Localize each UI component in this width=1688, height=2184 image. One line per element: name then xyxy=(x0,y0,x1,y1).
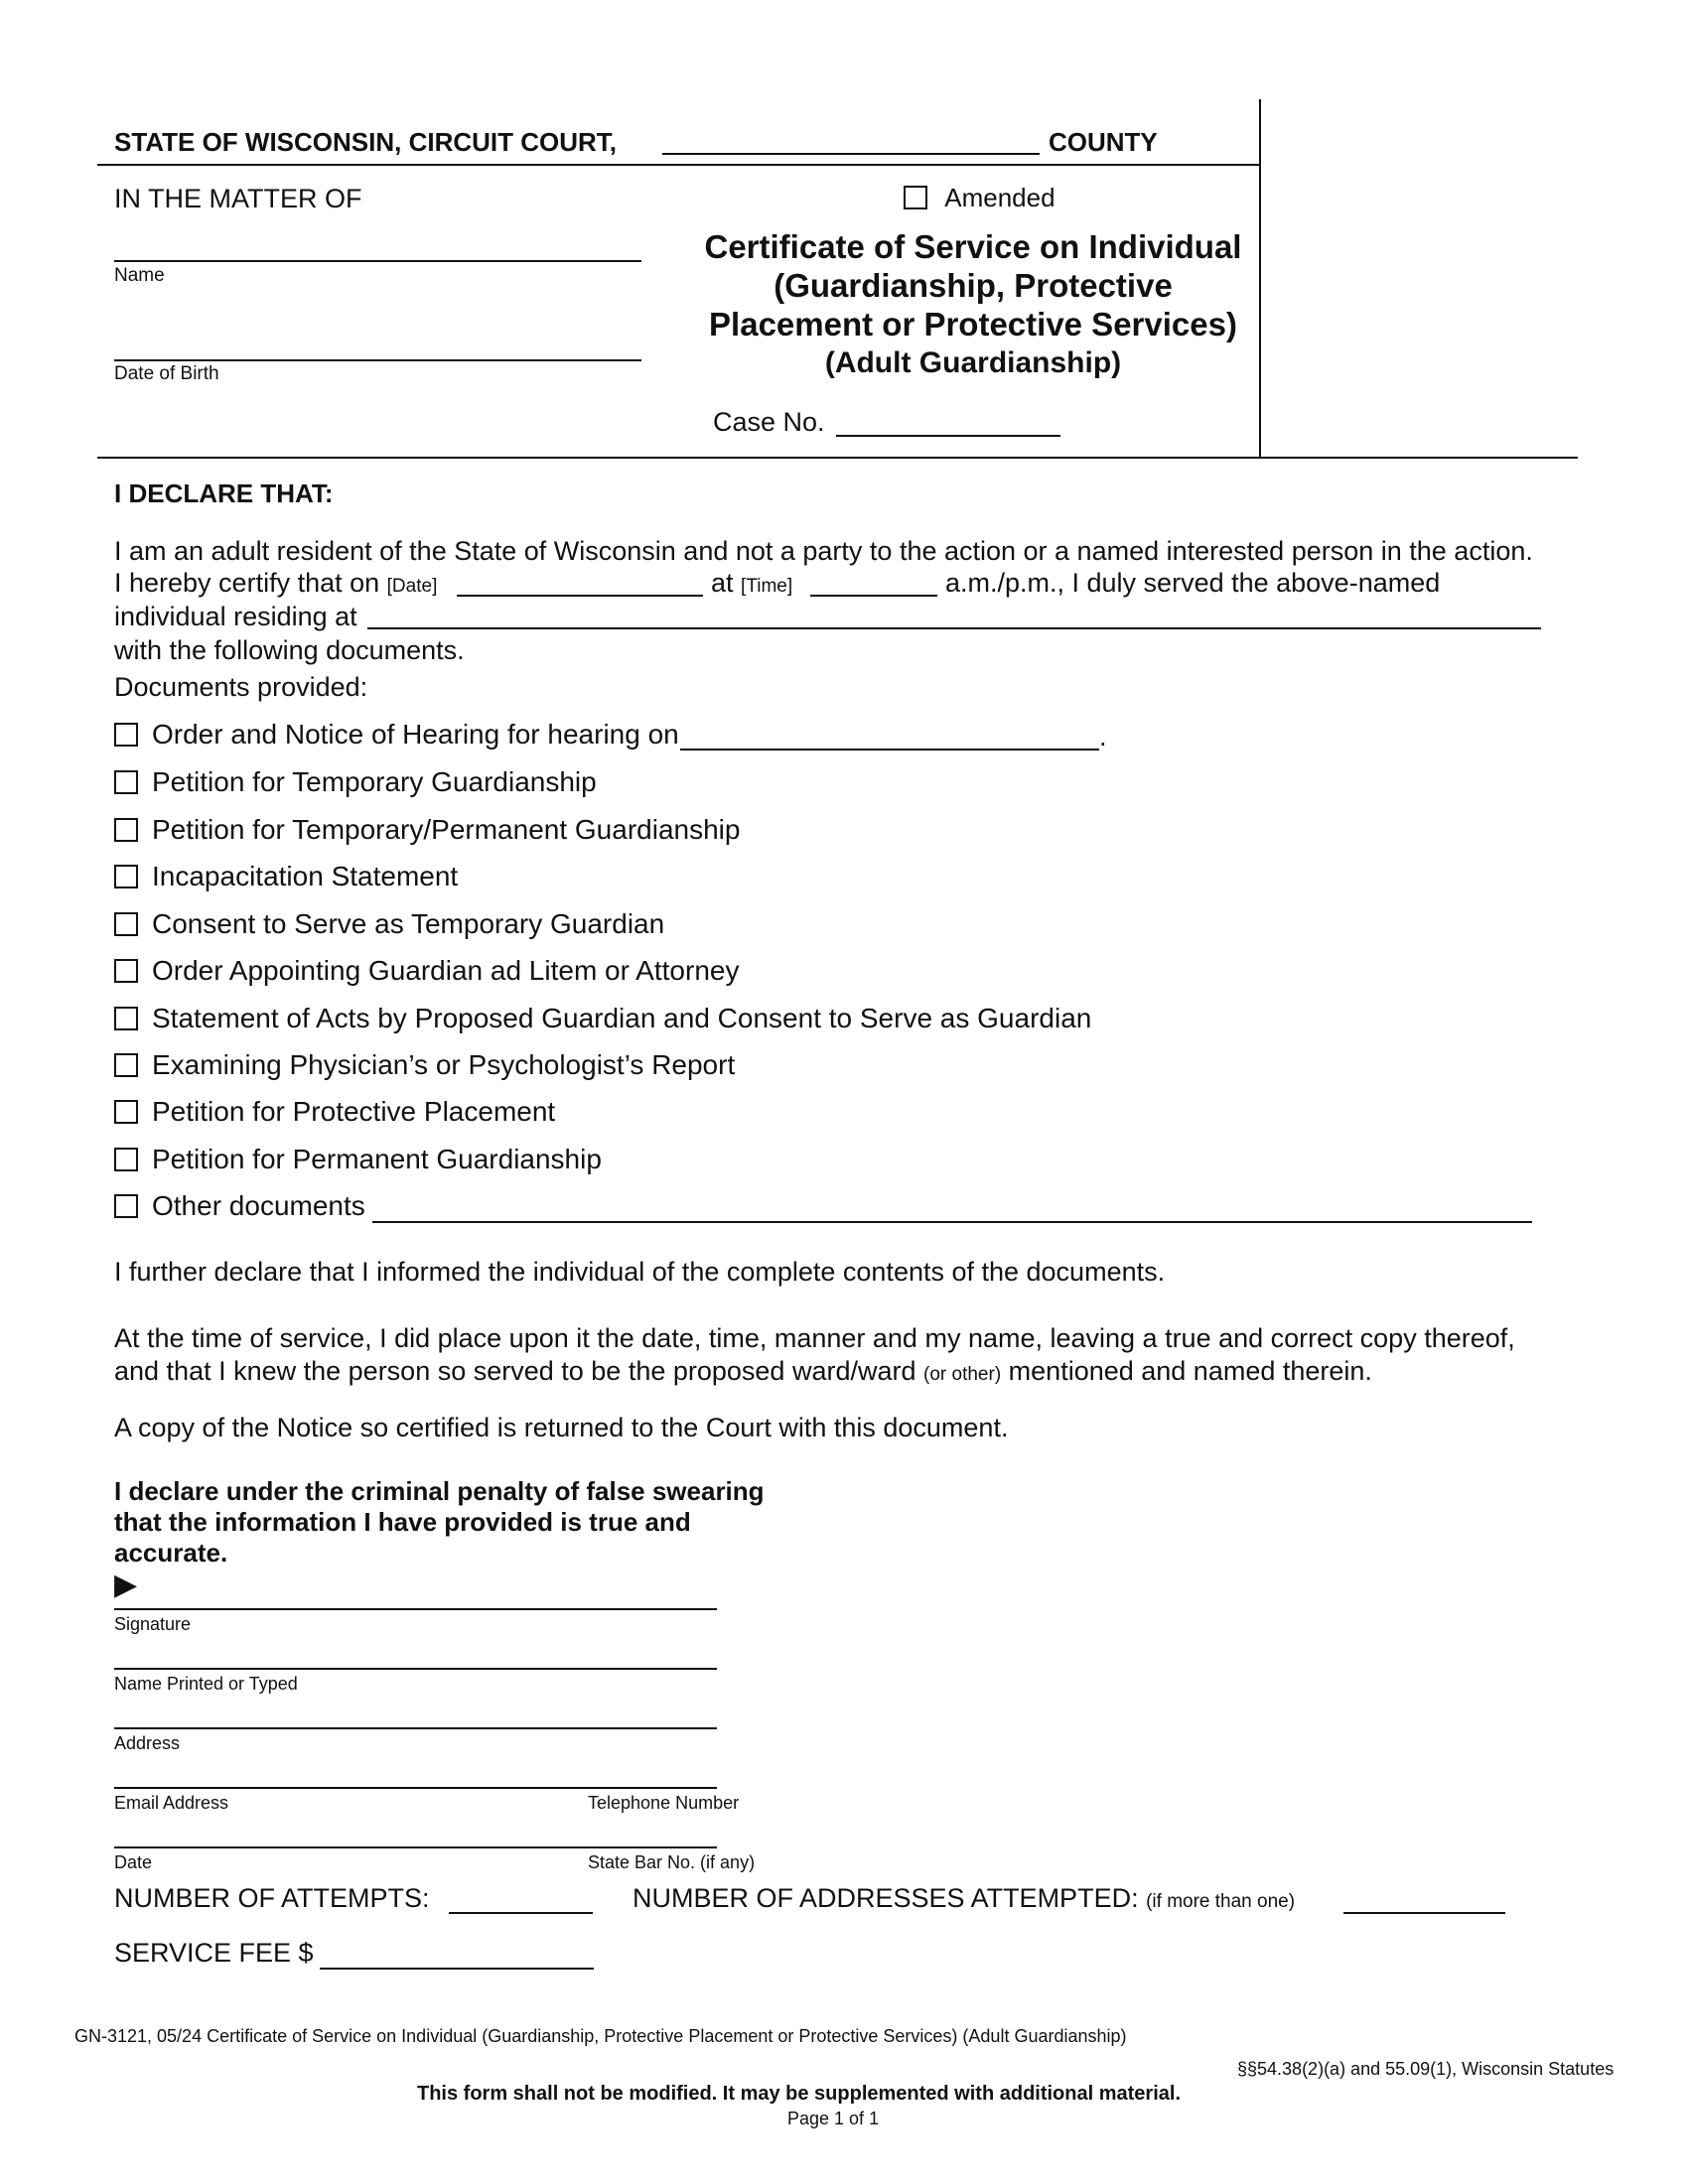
hearing-period: . xyxy=(1099,722,1107,751)
service-line-2b: mentioned and named therein. xyxy=(1008,1356,1372,1386)
service-line-2a: and that I knew the person so served to be the proposed ward/ward xyxy=(114,1356,916,1386)
amended-checkbox[interactable] xyxy=(904,186,927,209)
document-label: Incapacitation Statement xyxy=(152,861,459,891)
case-no-field[interactable] xyxy=(836,435,1060,437)
date-label: Date xyxy=(114,1852,153,1872)
document-item-temp-perm-guardianship[interactable] xyxy=(114,814,740,846)
name-field[interactable] xyxy=(114,260,641,262)
document-label: Consent to Serve as Temporary Guardian xyxy=(152,908,665,939)
title-line-4: (Adult Guardianship) xyxy=(824,346,1122,379)
addresses-attempted xyxy=(633,1883,1295,1914)
service-statement-line-2 xyxy=(114,1356,1372,1387)
title-line-2: (Guardianship, Protective xyxy=(774,267,1173,304)
document-checkbox[interactable] xyxy=(114,1007,138,1030)
court-heading xyxy=(114,127,617,158)
document-item-physician-report[interactable] xyxy=(114,1049,735,1081)
form-id: GN-3121, 05/24 Certificate of Service on Individual (Guardianship, Protective Placement or Protective Services) (Adult Guardianship) xyxy=(74,2026,1127,2046)
with-documents: with the following documents. xyxy=(114,635,465,665)
email-label: Email Address xyxy=(114,1793,229,1813)
name-printed-field[interactable] xyxy=(114,1668,717,1670)
document-checkbox[interactable] xyxy=(114,912,138,936)
attempts-field[interactable] xyxy=(449,1912,593,1914)
in-the-matter-of: IN THE MATTER OF xyxy=(114,184,362,213)
certify-at xyxy=(711,568,792,599)
document-item-statement-of-acts[interactable] xyxy=(114,1003,1091,1034)
signature-label: Signature xyxy=(114,1614,192,1634)
penalty-statement xyxy=(114,1476,765,1569)
residing-address-field[interactable] xyxy=(367,627,1541,629)
document-label: Petition for Protective Placement xyxy=(152,1096,556,1127)
amended-label: Amended xyxy=(944,183,1055,212)
document-item-protective-placement[interactable] xyxy=(114,1096,555,1128)
document-label: Order and Notice of Hearing for hearing on xyxy=(152,719,679,750)
date-bar-field[interactable] xyxy=(114,1846,717,1848)
service-statement-line-1: At the time of service, I did place upon it the date, time, manner and my name, leaving a true and correct copy thereof, xyxy=(114,1323,1515,1353)
document-checkbox[interactable] xyxy=(114,1148,138,1171)
addresses-field[interactable] xyxy=(1343,1912,1505,1914)
county-label: COUNTY xyxy=(1049,127,1158,157)
dob-field[interactable] xyxy=(114,359,641,361)
county-field[interactable] xyxy=(662,153,1040,155)
document-checkbox[interactable] xyxy=(114,1194,138,1218)
service-time-field[interactable] xyxy=(810,595,937,597)
document-label: Petition for Permanent Guardianship xyxy=(152,1144,602,1174)
document-label: Statement of Acts by Proposed Guardian and Consent to Serve as Guardian xyxy=(152,1003,1092,1033)
title-line-3: Placement or Protective Services) xyxy=(709,306,1237,342)
if-more-hint: (if more than one) xyxy=(1146,1891,1296,1912)
phone-label: Telephone Number xyxy=(588,1793,740,1813)
document-checkbox[interactable] xyxy=(114,1100,138,1124)
email-phone-field[interactable] xyxy=(114,1787,717,1789)
date-hint: [Date] xyxy=(386,576,438,597)
declaration-para-line-1: I am an adult resident of the State of Wisconsin and not a party to the action or a named interested person in the action. xyxy=(114,536,1533,566)
attempts-label: NUMBER OF ATTEMPTS: xyxy=(114,1883,430,1913)
document-label: Order Appointing Guardian ad Litem or Attorney xyxy=(152,955,740,986)
name-printed-label: Name Printed or Typed xyxy=(114,1674,298,1694)
penalty-line-2: that the information I have provided is true and xyxy=(114,1507,691,1537)
document-checkbox[interactable] xyxy=(114,959,138,983)
header-rule-bottom xyxy=(97,457,1578,459)
document-item-order-gal[interactable] xyxy=(114,955,739,987)
document-item-temp-guardianship[interactable] xyxy=(114,766,597,798)
penalty-line-3: accurate. xyxy=(114,1538,228,1568)
document-label: Petition for Temporary/Permanent Guardianship xyxy=(152,814,741,845)
title-line-1: Certificate of Service on Individual xyxy=(704,228,1242,265)
certify-prefix: I hereby certify that on xyxy=(114,568,380,598)
bar-no-label: State Bar No. (if any) xyxy=(588,1852,756,1872)
documents-provided: Documents provided: xyxy=(114,672,368,702)
case-no-label: Case No. xyxy=(713,407,825,437)
certify-line xyxy=(114,568,437,599)
court-prefix: STATE OF WISCONSIN, CIRCUIT COURT, xyxy=(114,127,618,157)
hearing-date-field[interactable] xyxy=(680,749,1099,751)
service-fee-field[interactable] xyxy=(320,1968,594,1970)
document-checkbox[interactable] xyxy=(114,770,138,794)
addresses-label: NUMBER OF ADDRESSES ATTEMPTED: xyxy=(633,1883,1139,1913)
time-hint: [Time] xyxy=(741,576,793,597)
amended-option[interactable] xyxy=(904,183,1055,213)
dob-label: Date of Birth xyxy=(114,363,219,384)
ampm-suffix: a.m./p.m., I duly served the above-named xyxy=(945,568,1441,598)
signature-arrow-icon: ▶ xyxy=(114,1569,138,1601)
name-label: Name xyxy=(114,265,165,286)
page-number: Page 1 of 1 xyxy=(787,2109,880,2128)
declare-heading: I DECLARE THAT: xyxy=(114,478,334,508)
document-label: Examining Physician’s or Psychologist’s Report xyxy=(152,1049,736,1080)
service-date-field[interactable] xyxy=(457,595,703,597)
document-item-consent-temp-guardian[interactable] xyxy=(114,908,664,940)
penalty-line-1: I declare under the criminal penalty of false swearing xyxy=(114,1476,765,1506)
document-checkbox[interactable] xyxy=(114,865,138,888)
informed-statement: I further declare that I informed the individual of the complete contents of the documents. xyxy=(114,1257,1166,1287)
document-checkbox[interactable] xyxy=(114,723,138,747)
document-item-other[interactable] xyxy=(114,1190,365,1222)
document-item-order-notice[interactable] xyxy=(114,719,679,751)
not-modified-notice: This form shall not be modified. It may be supplemented with additional material. xyxy=(417,2083,1181,2105)
other-documents-field[interactable] xyxy=(372,1221,1532,1223)
address-label: Address xyxy=(114,1733,181,1753)
residing-label: individual residing at xyxy=(114,602,357,631)
statutes: §§54.38(2)(a) and 55.09(1), Wisconsin Statutes xyxy=(1237,2059,1615,2079)
signature-field[interactable] xyxy=(114,1608,717,1610)
header-rule-top xyxy=(97,164,1261,166)
document-label: Petition for Temporary Guardianship xyxy=(152,766,597,797)
document-checkbox[interactable] xyxy=(114,818,138,842)
address-field[interactable] xyxy=(114,1727,717,1729)
document-checkbox[interactable] xyxy=(114,1053,138,1077)
or-other: (or other) xyxy=(923,1364,1002,1385)
service-fee-label: SERVICE FEE $ xyxy=(114,1938,314,1968)
at-label: at xyxy=(711,568,734,598)
document-label: Other documents xyxy=(152,1190,365,1221)
copy-notice: A copy of the Notice so certified is returned to the Court with this document. xyxy=(114,1413,1009,1442)
document-item-permanent-guardianship[interactable] xyxy=(114,1144,602,1175)
document-item-incapacitation[interactable] xyxy=(114,861,458,892)
form-title xyxy=(685,227,1261,382)
